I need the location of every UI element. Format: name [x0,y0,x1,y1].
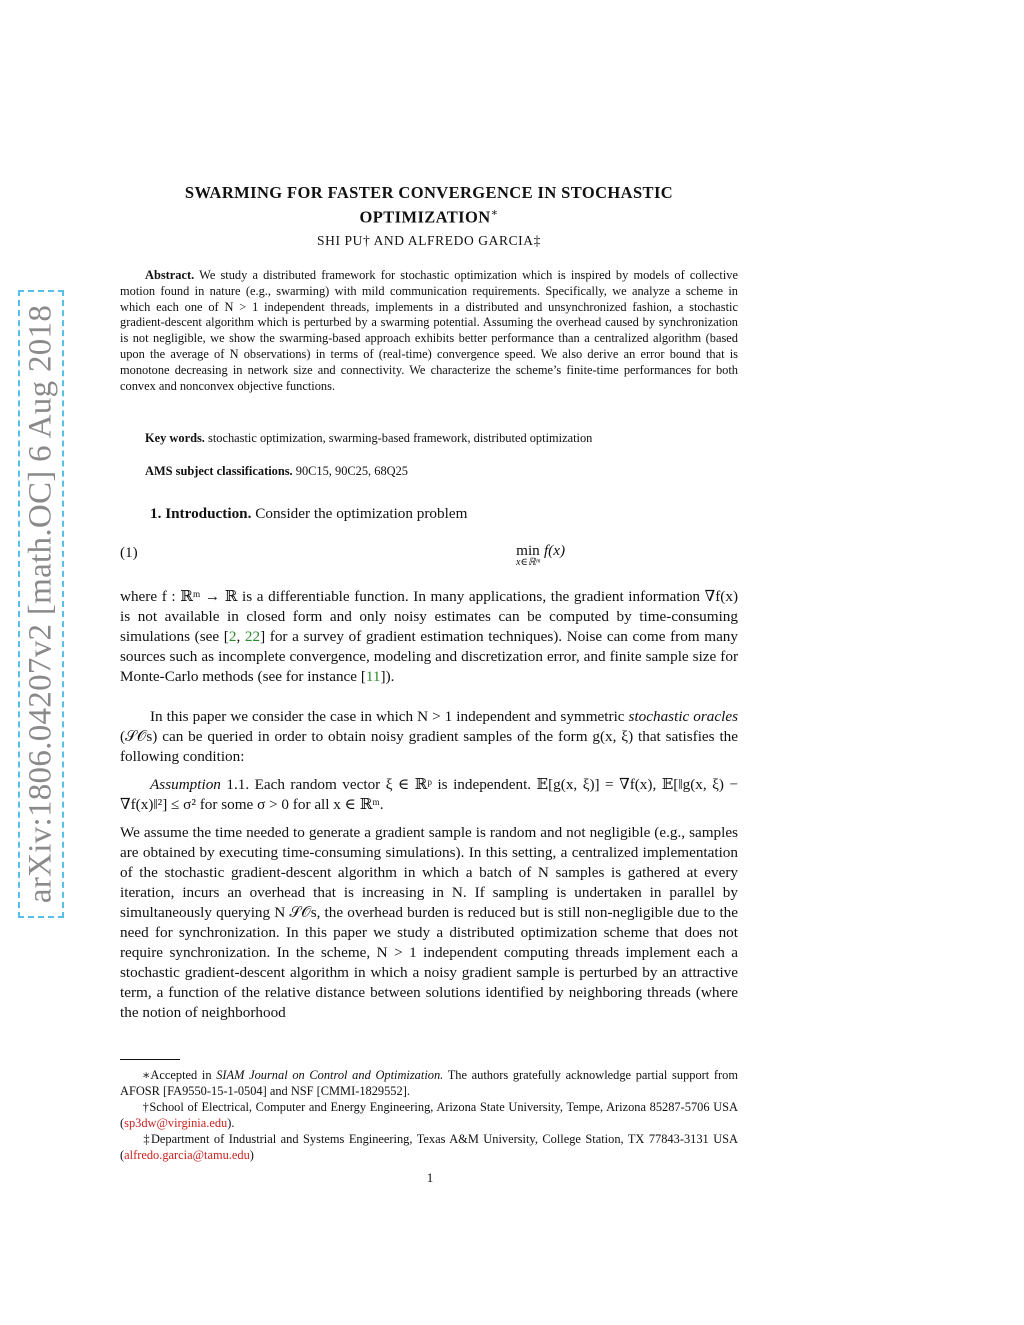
equation-min: min [516,542,540,559]
paragraph-3: We assume the time needed to generate a gradient sample is random and not negligible (e.g., samples are obtained by executing time-consuming simulations). In this setting, a centralized implementation of the stochastic gradient-descent algorithm in which a batch of N samples is gathered at every iteration, incurs an overhead that is increasing in N. If sampling is undertaken in parallel by simultaneously querying N 𝒮𝒪s, the overhead burden is reduced but is still non-negligible due to the need for synchronization. In this paper we study a distributed optimization scheme that does not require synchronization. In the scheme, N > 1 independent computing threads implement each a stochastic gradient-descent algorithm in which a noisy gradient sample is perturbed by an attractive term, a function of the relative distance between solutions identified by neighboring threads (where the notion of neighborhood [120,824,738,1021]
citation-11[interactable]: 11 [365,668,381,685]
citation-2[interactable]: 2 [228,628,237,645]
section-heading [150,505,467,523]
keywords-text: stochastic optimization, swarming-based framework, distributed optimization [208,431,593,445]
equation-objective: f(x) [543,542,566,559]
footnote-3-text-a: ‡Department of Industrial and Systems Engineering, Texas A&M University, College Station, TX 77843-3131 USA ( [120,1132,738,1162]
footnote-2-email-link[interactable]: sp3dw@virginia.edu [124,1116,228,1130]
equation-min-operator [516,542,540,568]
title-line-1: SWARMING FOR FASTER CONVERGENCE IN STOCHASTIC [184,183,674,202]
ams-label: AMS subject classifications. [145,464,293,478]
footnote-2-text-b: ). [227,1116,235,1130]
paragraph-2-emphasis: stochastic oracles [628,708,738,725]
assumption-text: Each random vector ξ ∈ ℝᵖ is independent. 𝔼[g(x, ξ)] = ∇f(x), 𝔼[‖g(x, ξ) − ∇f(x)‖²] ≤ σ² for some σ > 0 for all x ∈ ℝᵐ. [120,776,738,813]
section-label: 1. Introduction. [150,505,252,522]
paragraph-1: where f : ℝᵐ → ℝ is a differentiable function. In many applications, the gradient information ∇f(x) is not available in closed form and only noisy estimates can be computed by time-consuming simulations (see [2, 22] for a survey of gradient estimation techniques). Noise can come from many sources such as incomplete convergence, modeling and discretization error, and finite sample size for Monte-Carlo methods (see for instance [11]). [120,588,738,685]
footnote-3-text-b: ) [249,1148,254,1162]
title-line-2: OPTIMIZATION [359,207,491,227]
title-footnote-mark: ∗ [490,207,499,219]
equation-1 [120,542,738,576]
footnote-1-text-b: The authors gratefully acknowledge partial support from AFOSR [FA9550-15-1-0504] and NSF [CMMI-1829552]. [120,1068,738,1098]
paragraph-1-text-c: ]). [380,668,395,685]
footnote-1-text-a: ∗Accepted in [142,1068,217,1082]
footnote-1 [120,1067,738,1099]
footnote-divider [120,1059,180,1060]
page-number: 1 [426,1170,434,1185]
ams-classifications [145,464,738,479]
paper-title [120,182,738,228]
ams-text: 90C15, 90C25, 68Q25 [295,464,408,478]
keywords-label: Key words. [145,431,205,445]
paragraph-1-text-a: where f : ℝᵐ → ℝ is a differentiable function. In many applications, the gradient information ∇f(x) is not available in closed form and only noisy estimates can be computed by time-consuming simulations (see [ [120,588,738,645]
abstract-label: Abstract. [145,268,195,282]
equation-subscript: x∈ℝᵐ [516,557,540,568]
paragraph-2-text-a: In this paper we consider the case in which N > 1 independent and symmetric [150,708,629,725]
assumption-label: Assumption [150,776,221,793]
equation-number: (1) [120,544,138,561]
footnote-2 [120,1099,738,1131]
footnote-3 [120,1131,738,1163]
author-list: SHI PU† AND ALFREDO GARCIA‡ [317,233,541,248]
assumption-1-1 [120,775,738,815]
assumption-number: 1.1. [226,776,250,793]
abstract [120,268,738,394]
citation-22[interactable]: 22 [244,628,261,645]
section-intro-text: Consider the optimization problem [255,505,468,522]
abstract-text: We study a distributed framework for stochastic optimization which is inspired by models of collective motion found in nature (e.g., swarming) with mild communication requirements. Specifically, we analyze a scheme in which each one of N > 1 independent threads, implements in a distributed and unsynchronized fashion, a stochastic gradient-descent algorithm which is perturbed by a swarming potential. Assuming the overhead caused by synchronization is not negligible, we show the swarming-based approach exhibits better performance than a centralized algorithm (based upon the average of N observations) in terms of (real-time) convergence speed. We also derive an error bound that is monotone decreasing in network size and connectivity. We characterize the scheme’s finite-time performances for both convex and nonconvex objective functions. [120,268,739,393]
footnote-3-email-link[interactable]: alfredo.garcia@tamu.edu [124,1148,250,1162]
paragraph-1-text-b: ] for a survey of gradient estimation techniques). Noise can come from many sources such as incomplete convergence, modeling and discretization error, and finite sample size for Monte-Carlo methods (see for instance [ [120,628,738,685]
keywords [145,431,738,446]
paragraph-2 [120,707,738,767]
arxiv-identifier[interactable]: arXiv:1806.04207v2 [math.OC] 6 Aug 2018 [22,304,59,904]
footnote-2-text-a: †School of Electrical, Computer and Energy Engineering, Arizona State University, Tempe, Arizona 85287-5706 USA ( [120,1100,738,1130]
paragraph-2-text-b: (𝒮𝒪s) can be queried in order to obtain noisy gradient samples of the form g(x, ξ) that satisfies the following condition: [120,728,738,765]
equation-body [516,542,565,568]
footnote-1-journal: SIAM Journal on Control and Optimization. [216,1068,444,1082]
